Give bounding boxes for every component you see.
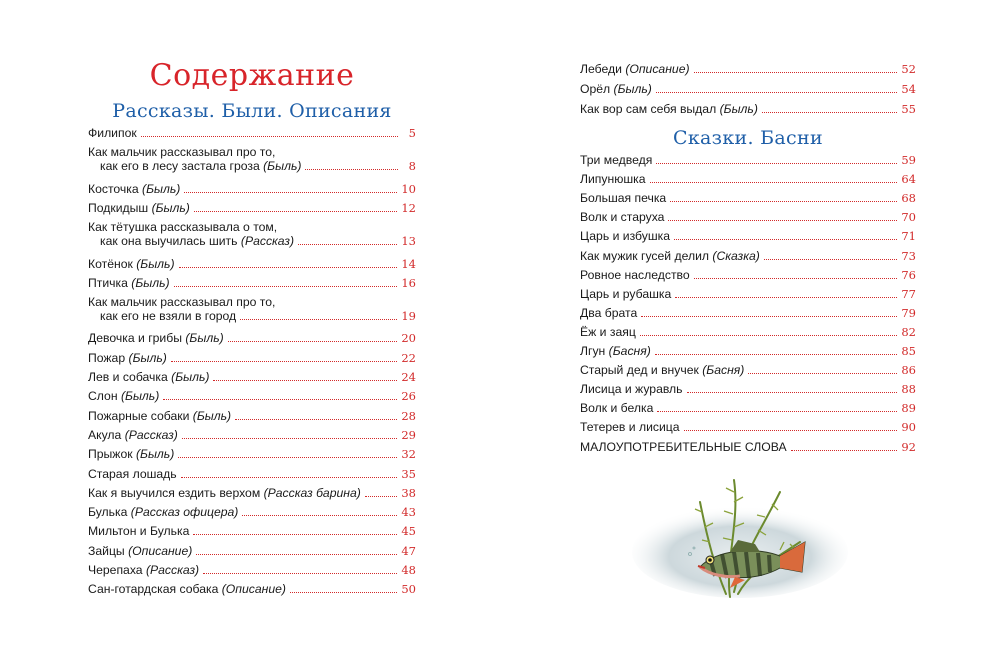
toc-entry-title: Два брата bbox=[580, 305, 638, 320]
toc-entry-title: Косточка bbox=[88, 181, 139, 196]
page-number: 90 bbox=[901, 420, 916, 435]
toc-entry-note: (Быль) bbox=[151, 200, 190, 215]
toc-entry bbox=[88, 389, 416, 403]
toc-entry-title: Филипок bbox=[88, 126, 137, 140]
toc-entry bbox=[580, 268, 916, 282]
dot-leader bbox=[178, 457, 397, 458]
toc-entry-row bbox=[88, 428, 416, 442]
toc-entry-note: (Рассказ офицера) bbox=[130, 505, 239, 520]
toc-entry bbox=[88, 582, 416, 596]
toc-entry-row bbox=[580, 382, 916, 396]
toc-entry bbox=[580, 363, 916, 377]
toc-entry-title: Девочка и грибы bbox=[88, 331, 182, 346]
dot-leader bbox=[290, 592, 397, 593]
toc-entry-title: Волк и старуха bbox=[580, 210, 665, 225]
dot-leader bbox=[655, 354, 898, 355]
toc-entry-note: (Рассказ) bbox=[240, 234, 295, 249]
page-number: 71 bbox=[901, 229, 916, 244]
dot-leader bbox=[748, 373, 897, 374]
toc-entry-title-line: Как тётушка рассказывала о том, bbox=[88, 220, 278, 235]
toc-entry-title: Пожар bbox=[88, 350, 126, 365]
toc-entry-note: (Быль) bbox=[613, 82, 652, 96]
page-number: 29 bbox=[401, 427, 416, 442]
page-number: 38 bbox=[401, 485, 416, 500]
page-number: 54 bbox=[901, 82, 916, 96]
toc-entry-title: Пожарные собаки bbox=[88, 408, 190, 423]
dot-leader bbox=[193, 534, 397, 535]
page-number: 13 bbox=[401, 234, 416, 249]
toc-entry-row bbox=[88, 389, 416, 403]
toc-entry bbox=[88, 257, 416, 271]
toc-entry-row bbox=[88, 563, 416, 577]
toc-entry-row bbox=[580, 420, 916, 434]
toc-entry-note: (Быль) bbox=[131, 275, 170, 290]
toc-entry-note: (Быль) bbox=[142, 181, 181, 196]
toc-entry bbox=[88, 544, 416, 558]
toc-entry bbox=[88, 409, 416, 423]
toc-entry bbox=[88, 295, 416, 323]
page-number: 77 bbox=[901, 286, 916, 301]
section-heading-stories: Рассказы. Были. Описания bbox=[112, 100, 392, 122]
toc-entry-note: (Быль) bbox=[120, 389, 160, 404]
toc-entry bbox=[88, 563, 416, 577]
toc-entry-note: (Быль) bbox=[719, 102, 758, 116]
toc-entry-title: Как вор сам себя выдал bbox=[580, 102, 717, 116]
toc-entry-row bbox=[88, 309, 416, 323]
dot-leader bbox=[674, 239, 897, 240]
toc-entry-row bbox=[580, 82, 916, 96]
toc-entry bbox=[88, 486, 416, 500]
toc-entry-note: (Быль) bbox=[192, 408, 232, 423]
toc-entry bbox=[88, 182, 416, 196]
page-number: 70 bbox=[901, 210, 916, 225]
page-number: 19 bbox=[401, 309, 416, 324]
toc-entry-title: Прыжок bbox=[88, 447, 133, 462]
toc-entry-title: Старый дед и внучек bbox=[580, 363, 699, 378]
toc-entry bbox=[580, 325, 916, 339]
dot-leader bbox=[305, 169, 398, 170]
toc-entry-title: Мильтон и Булька bbox=[88, 524, 190, 539]
page-number: 86 bbox=[901, 363, 916, 378]
page-number: 26 bbox=[401, 389, 416, 404]
toc-entry-row bbox=[88, 409, 416, 423]
page-number: 85 bbox=[901, 344, 916, 358]
dot-leader bbox=[240, 319, 397, 320]
dot-leader bbox=[235, 419, 397, 420]
dot-leader bbox=[203, 573, 397, 574]
toc-entry-row bbox=[88, 351, 416, 365]
toc-entry-note: (Рассказ) bbox=[145, 563, 200, 577]
dot-leader bbox=[670, 201, 897, 202]
toc-entry-title: как его не взяли в город bbox=[100, 309, 237, 324]
toc-entry-row bbox=[580, 191, 916, 205]
page-number: 20 bbox=[401, 331, 416, 346]
toc-entry-row bbox=[88, 370, 416, 384]
dot-leader bbox=[684, 430, 898, 431]
dot-leader bbox=[298, 244, 397, 245]
toc-entry-title: Ёж и заяц bbox=[580, 324, 636, 339]
toc-entry-title: как она выучилась шить bbox=[100, 234, 238, 249]
toc-entry-row bbox=[580, 268, 916, 282]
toc-entry-row bbox=[88, 159, 416, 173]
toc-entry bbox=[88, 126, 416, 140]
page-number: 32 bbox=[401, 447, 416, 462]
dot-leader bbox=[694, 278, 898, 279]
toc-entry-title: Черепаха bbox=[88, 563, 143, 577]
toc-entry bbox=[580, 440, 916, 454]
page-number: 73 bbox=[901, 248, 916, 263]
dot-leader bbox=[764, 259, 898, 260]
toc-entry-title: Большая печка bbox=[580, 191, 667, 206]
dot-leader bbox=[762, 112, 897, 113]
toc-entry bbox=[580, 62, 916, 76]
page-number: 79 bbox=[901, 305, 916, 320]
dot-leader bbox=[668, 220, 897, 221]
toc-entry-title-line: Как мальчик рассказывал про то, bbox=[88, 145, 276, 160]
toc-entry-row bbox=[580, 440, 916, 454]
toc-entry-title-line: Как мальчик рассказывал про то, bbox=[88, 295, 276, 310]
page-number: 68 bbox=[901, 191, 916, 206]
dot-leader bbox=[656, 92, 898, 93]
dot-leader bbox=[365, 496, 398, 497]
dot-leader bbox=[640, 335, 898, 336]
page-number: 92 bbox=[901, 439, 916, 454]
toc-entry bbox=[88, 331, 416, 345]
page-number: 50 bbox=[401, 582, 416, 597]
toc-entry-note: (Сказка) bbox=[712, 248, 760, 263]
toc-entry bbox=[88, 351, 416, 365]
toc-entry bbox=[580, 102, 916, 116]
toc-entry-row bbox=[580, 401, 916, 415]
toc-entry bbox=[88, 201, 416, 215]
toc-entry-title: Лисица и журавль bbox=[580, 382, 683, 397]
perch-fish-illustration bbox=[630, 472, 850, 602]
toc-entry-note: (Быль) bbox=[263, 159, 302, 174]
toc-entry bbox=[580, 306, 916, 320]
toc-entry-title: Слон bbox=[88, 389, 118, 404]
toc-entry-row bbox=[88, 182, 416, 196]
toc-entry bbox=[88, 447, 416, 461]
toc-entry-row bbox=[580, 249, 916, 263]
toc-entry-title: МАЛОУПОТРЕБИТЕЛЬНЫЕ СЛОВА bbox=[580, 439, 787, 454]
toc-entry bbox=[580, 420, 916, 434]
toc-entry-title: Орёл bbox=[580, 82, 611, 96]
dot-leader bbox=[656, 163, 897, 164]
dot-leader bbox=[196, 554, 397, 555]
toc-entry-row bbox=[580, 172, 916, 186]
page-number: 52 bbox=[901, 62, 916, 76]
toc-entry-row bbox=[580, 102, 916, 116]
toc-entry-row bbox=[580, 344, 916, 358]
page-number: 22 bbox=[401, 350, 416, 365]
toc-entry bbox=[580, 287, 916, 301]
toc-entry-title: Лев и собачка bbox=[88, 370, 168, 384]
toc-entry-note: (Басня) bbox=[608, 344, 651, 358]
toc-entry-note: (Рассказ) bbox=[124, 427, 178, 442]
toc-entry-title: Липунюшка bbox=[580, 172, 646, 187]
dot-leader bbox=[194, 211, 397, 212]
toc-entry-note: (Рассказ барина) bbox=[263, 485, 361, 500]
toc-entry-title: Птичка bbox=[88, 275, 128, 290]
page-number: 12 bbox=[401, 200, 416, 215]
page-number: 45 bbox=[401, 524, 416, 539]
dot-leader bbox=[228, 341, 398, 342]
toc-entry bbox=[580, 82, 916, 96]
toc-entry bbox=[580, 191, 916, 205]
toc-entry-title: Старая лошадь bbox=[88, 466, 177, 481]
toc-entry bbox=[88, 276, 416, 290]
toc-entry-title: Как мужик гусей делил bbox=[580, 248, 710, 263]
toc-entry-row bbox=[580, 210, 916, 224]
toc-entry-row bbox=[580, 229, 916, 243]
toc-entry-row bbox=[88, 467, 416, 481]
page-number: 64 bbox=[901, 172, 916, 187]
toc-entry bbox=[580, 229, 916, 243]
toc-entry-row bbox=[88, 126, 416, 140]
page-number: 28 bbox=[401, 408, 416, 423]
dot-leader bbox=[171, 361, 398, 362]
toc-entry-title: как его в лесу застала гроза bbox=[100, 159, 260, 174]
toc-entry-row bbox=[88, 505, 416, 519]
toc-entry-row bbox=[88, 544, 416, 558]
dot-leader bbox=[242, 515, 397, 516]
page-number: 88 bbox=[901, 382, 916, 397]
toc-entry bbox=[580, 210, 916, 224]
page-number: 24 bbox=[401, 370, 416, 384]
toc-entry-title: Лебеди bbox=[580, 62, 622, 76]
page-number: 43 bbox=[401, 505, 416, 520]
toc-entry-row bbox=[88, 331, 416, 345]
dot-leader bbox=[687, 392, 898, 393]
toc-entry-note: (Быль) bbox=[135, 447, 175, 462]
toc-entry-title: Царь и избушка bbox=[580, 229, 670, 244]
toc-entry-title: Волк и белка bbox=[580, 401, 654, 416]
toc-entry-title: Как я выучился ездить верхом bbox=[88, 485, 261, 500]
dot-leader bbox=[213, 380, 397, 381]
toc-entry bbox=[88, 220, 416, 248]
toc-entry-title: Царь и рубашка bbox=[580, 286, 672, 301]
toc-entry bbox=[88, 505, 416, 519]
dot-leader bbox=[694, 72, 898, 73]
page-number: 47 bbox=[401, 543, 416, 558]
dot-leader bbox=[174, 286, 398, 287]
toc-entry-note: (Описание) bbox=[128, 543, 193, 558]
toc-entry bbox=[88, 428, 416, 442]
page-number: 8 bbox=[408, 159, 416, 174]
dot-leader bbox=[182, 438, 397, 439]
toc-entry-title: Котёнок bbox=[88, 256, 133, 271]
toc-entry-note: (Басня) bbox=[702, 363, 745, 378]
toc-entry bbox=[580, 401, 916, 415]
dot-leader bbox=[650, 182, 898, 183]
toc-entry-title: Лгун bbox=[580, 344, 606, 358]
toc-entry-row bbox=[88, 582, 416, 596]
dot-leader bbox=[641, 316, 897, 317]
toc-entry-note: (Описание) bbox=[221, 582, 286, 597]
toc-entry-title: Подкидыш bbox=[88, 200, 149, 215]
page-number: 10 bbox=[401, 181, 416, 196]
page-number: 48 bbox=[401, 563, 416, 577]
toc-entry bbox=[88, 145, 416, 173]
toc-entry-row bbox=[580, 306, 916, 320]
toc-entry-title: Зайцы bbox=[88, 543, 125, 558]
dot-leader bbox=[141, 136, 398, 137]
toc-entry-row bbox=[580, 363, 916, 377]
toc-entry bbox=[580, 382, 916, 396]
toc-entry-row bbox=[88, 201, 416, 215]
toc-entry-row bbox=[88, 234, 416, 248]
dot-leader bbox=[163, 399, 397, 400]
toc-entry-row bbox=[88, 486, 416, 500]
toc-entry-row bbox=[88, 276, 416, 290]
section-heading-tales: Сказки. Басни bbox=[673, 127, 823, 149]
dot-leader bbox=[179, 267, 398, 268]
toc-entry-note: (Быль) bbox=[171, 370, 210, 384]
dot-leader bbox=[675, 297, 897, 298]
toc-entry-row bbox=[580, 153, 916, 167]
page-title: Содержание bbox=[149, 58, 355, 93]
toc-entry bbox=[580, 344, 916, 358]
page-number: 82 bbox=[901, 324, 916, 339]
toc-entry-row bbox=[580, 62, 916, 76]
toc-entry bbox=[580, 172, 916, 186]
toc-entry-row bbox=[88, 447, 416, 461]
toc-entry-title: Акула bbox=[88, 427, 122, 442]
toc-entry-row bbox=[580, 287, 916, 301]
toc-entry-note: (Быль) bbox=[185, 331, 224, 346]
dot-leader bbox=[181, 477, 398, 478]
dot-leader bbox=[657, 411, 897, 412]
toc-entry bbox=[88, 467, 416, 481]
toc-entry-row bbox=[88, 524, 416, 538]
toc-entry-title: Сан-готардская собака bbox=[88, 582, 219, 597]
toc-entry-title: Три медведя bbox=[580, 153, 653, 167]
toc-entry-note: (Быль) bbox=[128, 350, 167, 365]
toc-entry-row bbox=[580, 325, 916, 339]
page-number: 14 bbox=[401, 256, 416, 271]
page-number: 35 bbox=[401, 466, 416, 481]
toc-entry-note: (Описание) bbox=[625, 62, 690, 76]
page-number: 55 bbox=[901, 102, 916, 116]
page-number: 5 bbox=[408, 126, 416, 140]
toc-entry-title: Ровное наследство bbox=[580, 267, 690, 282]
dot-leader bbox=[184, 192, 397, 193]
toc-entry-row bbox=[88, 257, 416, 271]
page-number: 89 bbox=[901, 401, 916, 416]
toc-entry bbox=[88, 524, 416, 538]
toc-entry bbox=[580, 249, 916, 263]
toc-entry-title: Тетерев и лисица bbox=[580, 420, 680, 435]
toc-entry bbox=[580, 153, 916, 167]
toc-entry-note: (Быль) bbox=[136, 256, 175, 271]
dot-leader bbox=[791, 450, 898, 451]
page-number: 76 bbox=[901, 267, 916, 282]
toc-entry-title: Булька bbox=[88, 505, 128, 520]
toc-entry bbox=[88, 370, 416, 384]
page-number: 59 bbox=[901, 153, 916, 167]
page-number: 16 bbox=[401, 275, 416, 290]
